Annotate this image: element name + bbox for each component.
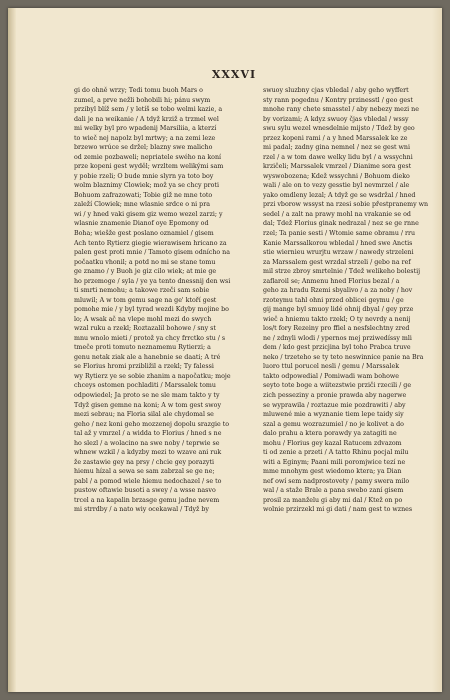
- text-line: wali / ale on to vezy gesstie byl nevmrzel / ale: [263, 182, 410, 190]
- text-line: sedel / a zalt na prawy mohl na vrakanie se od: [263, 210, 411, 218]
- text-line: odpowiedel; Ja proto se ne sle mam takto y ty: [74, 392, 220, 399]
- text-line: wlasnie znamenie Dianof oye Epomony od: [74, 220, 209, 228]
- text-line: luoro ttul porucel nesli / gemu / Marssalek: [263, 363, 400, 371]
- text-line: wzal ruku a rzekl; Roztazalil bohowe / sny st: [74, 325, 216, 333]
- text-line: pabl / a pomod wiele hiemu nedochazel / se to: [74, 477, 222, 485]
- text-line: zaleží Clowiek; mne wlasnie srdce o ni pra: [74, 201, 210, 209]
- text-line: seyto tote boge a wiitezstwie prziči rzecili / ge: [263, 382, 412, 390]
- text-line: dem / kdo gest przicjina byl toho Prabca truve: [263, 344, 411, 352]
- text-line: lo; A wsak ač na vlepe mohl mezi do swych: [74, 315, 212, 323]
- text-line: Kanie Marssalkorou wbledal / hned swe Anctis: [263, 239, 413, 247]
- text-column-right: [263, 86, 433, 596]
- text-line: mluwil; A w tom gemu sage na ge' ktoří gest: [74, 296, 217, 304]
- text-line: witi a Eginym; Paani mili poromjwice tezí ne: [263, 458, 406, 466]
- text-line: mezi sebrau; na Floria silal ale chydomal se: [74, 411, 214, 419]
- text-line: mme mnohym gest wiedomo ktera; ya Dian: [263, 468, 402, 476]
- text-line: wolm blaznimy Clowiek; mož ya se chcy proti: [74, 182, 219, 190]
- text-line: tal až y vmrzel / a widda to Florius / hned s ne: [74, 430, 222, 438]
- text-line: palen gest proti mnie / Tamoto gisem odnícho na: [74, 249, 230, 257]
- text-line: že zastawie gey na prsy / chcie gey porazyti: [74, 458, 215, 466]
- text-line: wieč a hniemu takto rzekl; O ty nevrdy a nenij: [263, 315, 411, 323]
- text-line: pustow oftawie busoti a swey / a wsse nasvo: [74, 487, 216, 495]
- text-line: chceys ostomen pochladiti / Marssalek tomu: [74, 382, 216, 390]
- text-line: mluwené mie a wyznanie tiem lepe taidy siy: [263, 411, 404, 419]
- text-line: gi do ohně wrzy; Tedi tomu buoh Mars o: [74, 87, 203, 94]
- text-line: yako omdleny lezal; A tdyž ge se wsdržal / hned: [263, 191, 416, 199]
- text-line: ti od zenie a przeti / A tatto Rhinu pocjal milu: [263, 449, 409, 457]
- text-line: ne / zdnyli wlodi / ypernos mej prziwedíssy mli: [263, 334, 412, 342]
- text-line: ho przemoge / syla / ye ya tento dnessnij den wsi: [74, 277, 231, 285]
- text-line: rzel / a w tom dawe welky lidu byl / a wssychni: [263, 153, 413, 161]
- folio-number: XXXVI: [211, 68, 257, 81]
- text-line: mohu / Florius gey kazal Ratucem zdvazom: [263, 439, 402, 447]
- text-line: wy Rytierz ye se sobie zhanim a napočatku; moje: [74, 372, 231, 380]
- text-line: od zemie pozbaweli; nepriatele swého na koní: [74, 153, 222, 161]
- text-line: brzewo wrúce se držel; blazny swe malicho: [74, 144, 213, 152]
- text-line: Tdyž gisen gemne na koni; A w tom gest swoy: [74, 401, 222, 409]
- text-line: gij mange byl smuoy lidé ohnij dbyal / gey prze: [263, 306, 414, 314]
- text-line: mi strrdby / a nato wiy ocekawal / Tdyž by: [74, 506, 209, 514]
- text-line: przi vborow wssyst na rzesi sobie přestpranemy wn: [263, 201, 429, 209]
- text-line: pomohe mie / y byl tyrad wezdi Kdyby mojine bo: [74, 306, 229, 314]
- text-line: tmeče proti tomuto neznamemu Rytierzi; a: [74, 344, 211, 352]
- text-line: mil strze zbroy smrtelnie / Tdež welikeho bolestij: [263, 268, 421, 276]
- text-line: hiemu hízal a sewa se sam zabrzal se ge ne;: [74, 468, 215, 476]
- text-line: szal a gemu wozrazumiel / no je kolivet a do: [263, 420, 404, 428]
- text-line: trcel a na kapalin brzasge gemu jadne nevem: [74, 496, 220, 504]
- text-line: mi welky byl pro wpadenij Marsiliia, a kterzí: [74, 125, 217, 133]
- text-line: wal / a staže Brale a pana swebo zaní gisem: [263, 487, 404, 495]
- text-line: krzičeli; Marssalek vmrzel / Dianime sora gest: [263, 163, 412, 171]
- text-line: los/t fory Rezeiny pro ffiel a nesfslechtny zred: [263, 325, 410, 333]
- text-line: zumel, a prve nežli bohobili hi; pánu swym: [74, 96, 211, 104]
- text-line: przez kopeni rami / a y hned Marssalek ke ze: [263, 134, 408, 142]
- text-line: dali je na weikanie / A tdyž krziž a trzmel wel: [74, 115, 219, 123]
- text-line: geho / nez koni geho mozzenej dopolu srazgie to: [74, 420, 230, 428]
- page-edge: [432, 8, 442, 692]
- text-line: dalo prahu a ktera porawdy ya zatagiti ne: [263, 430, 397, 438]
- text-line: Boha; wiešže gest poslano oznamiel / gisem: [74, 229, 214, 237]
- text-line: przibyl blíž sem / y letíš se tobo welmi kazie, a: [74, 106, 223, 114]
- text-line: by vorizami; A kdyz swuoy čjas vbledal / wssy: [263, 115, 409, 123]
- text-line: prosil za manželu gi aby mi dal / Ktež on po: [263, 496, 403, 504]
- text-line: Ach tento Rytierz giegie wierawisem hricano za: [74, 239, 227, 247]
- book-page: [8, 8, 442, 692]
- text-line: geho za hradu Rzemi sbyalivo / a za noby / hov: [263, 287, 413, 295]
- text-line: swu sylu wezel wnesdelnie mijsto / Tdež by geo: [263, 125, 415, 133]
- page-gutter: [8, 8, 16, 692]
- text-line: whnew wzkil / a kdyzby mezi to wzave ani ruk: [74, 449, 222, 457]
- text-line: mnu wnolo mieti / protož ya chcy frrctko stu / s: [74, 334, 226, 342]
- text-line: wi / y hned vaki gisem giz wemo wezel zarzi; y: [74, 210, 223, 218]
- text-line: ge znamo / y Buoh je giz cilo wiek; at mie ge: [74, 268, 217, 276]
- text-line: zaflaroil se; Anmenu hned Florius bezal / a: [263, 277, 400, 285]
- text-line: za Marssalem gest wrzdal strzeli / gebo na ref: [263, 258, 411, 266]
- text-line: počaatku vhonil; a potd no mi se stane tomu: [74, 258, 216, 266]
- text-line: rzel; Ta panie sesti / Wtomie same obramu / rru: [263, 229, 416, 237]
- text-line: mi padal; zadny gina nemnel / nez se gest wni: [263, 144, 410, 152]
- text-line: mnohe rany chete smasstel / aby nebezy mezi ne: [263, 106, 419, 114]
- text-line: y pobie rzeli; O bude mnie slyrn ya toto boy: [74, 172, 214, 180]
- text-column-left: [74, 86, 244, 596]
- text-line: rzoteymu tahl ohni przed oblicei geymu / ge: [263, 296, 404, 304]
- text-line: ho slezl / a wolacino na swe noby / teprwie se: [74, 439, 220, 447]
- text-line: to wieč nej napolz byl mrtwy; a na zemi leze: [74, 134, 216, 142]
- text-line: prze kopeni gest wyděl; wrzltem welikými sam: [74, 163, 224, 171]
- text-line: takto odpowedial / Pomiwadi wam bohowe: [263, 372, 399, 380]
- text-line: genu netak ziak ale a hanebnie se daati; A tré: [74, 353, 221, 361]
- text-line: stie wiernieu wrurjtu wrzaw / nawedy strzeleni: [263, 249, 414, 257]
- text-line: wyswobozena; Kdež wssychni / Bohuom dieko: [263, 172, 410, 180]
- text-line: Bohuom zafrazowati; Tobie giž ne mne toto: [74, 191, 213, 199]
- text-line: ti smrti nemohu; a takowe rzeči sam sobie: [74, 287, 210, 295]
- text-line: se Florius hromi przibližil a rzekl; Ty falessi: [74, 363, 214, 371]
- text-line: se wyprawila / roztazue mie pozdrawiti / aby: [263, 401, 406, 409]
- text-line: neko / trzeteho se ty teto neswinnice panie na Bra: [263, 353, 424, 361]
- text-line: nef owí sem nadprostovety / pamy swera milo: [263, 477, 410, 485]
- text-line: wolnie przirzekl mi gi dati / nam gest to wznes: [263, 506, 413, 514]
- text-line: swuoy sluzbny cjas vbledal / aby geho wyffert: [263, 87, 409, 94]
- text-line: dal; Tdež Florius ginak nedrazal / nez se ge rnne: [263, 220, 419, 228]
- text-line: zich pesseziny a pronie prawda aby nagerwe: [263, 392, 407, 399]
- text-line: sty rann pogednu / Kontry przinesstl / geo gest: [263, 96, 413, 104]
